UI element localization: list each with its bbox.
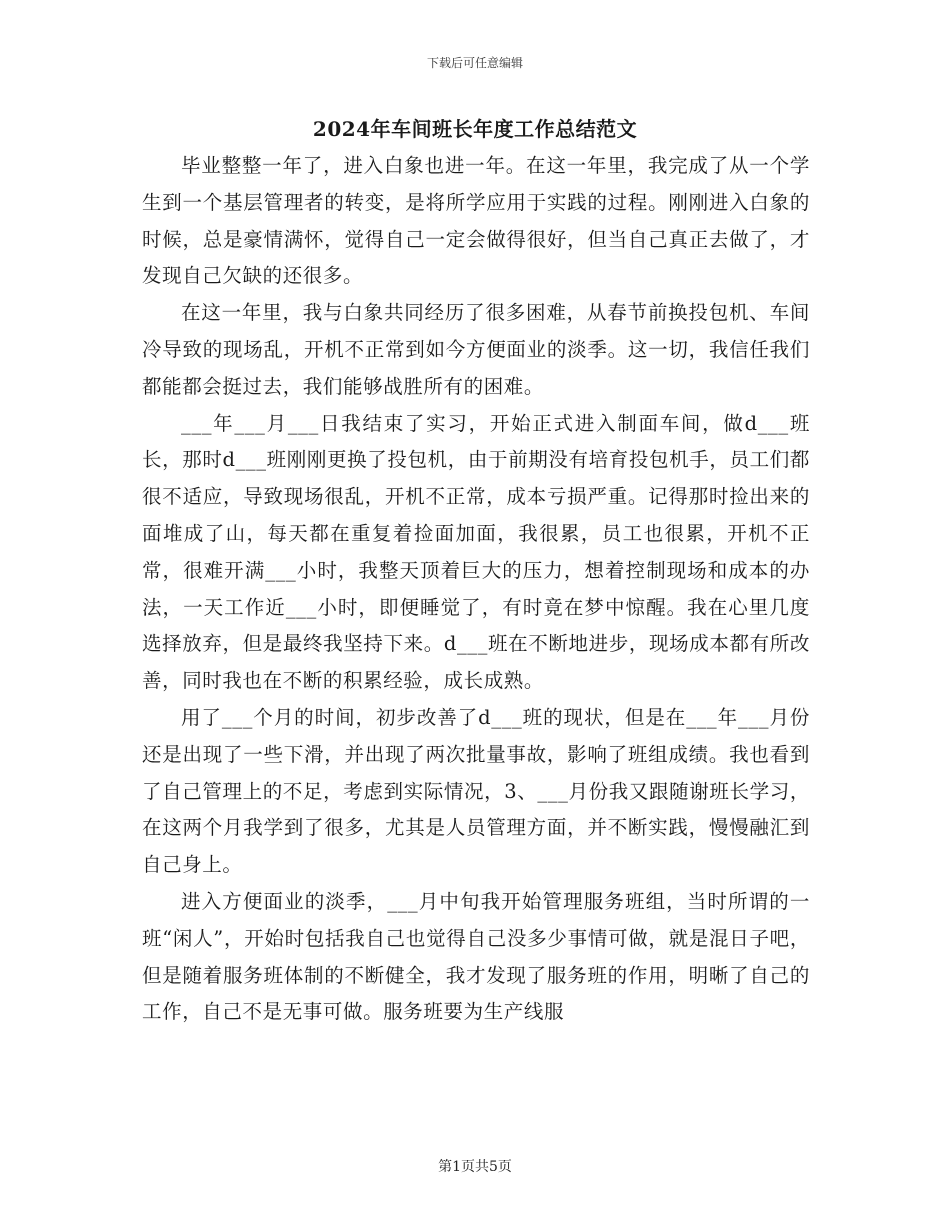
- header-note: 下载后可任意编辑: [426, 56, 523, 70]
- paragraph-3: ___年___月___日我结束了实习，开始正式进入制面车间，做d___班长，那时d___班刚刚更换了投包机，由于前期没有培育投包机手，员工们都很不适应，导致现场很乱，开机不正常，成本亏损严重。记得那时捡出来的面堆成了山，每天都在重复着捡面加面，我很累，员工也很累，开机不正常，很难开满___小时，我整天顶着巨大的压力，想着控制现场和成本的办法，一天工作近___小时，即便睡觉了，有时竟在梦中惊醒。我在心里几度选择放弃，但是最终我坚持下来。d___班在不断地进步，现场成本都有所改善，同时我也在不断的积累经验，成长成熟。: [142, 411, 810, 693]
- page-number: 第1页共5页: [438, 1159, 512, 1175]
- paragraph-4: 用了___个月的时间，初步改善了d___班的现状，但是在___年___月份还是出现了一些下滑，并出现了两次批量事故，影响了班组成绩。我也看到了自己管理上的不足，考虑到实际情况，3、___月份我又跟随谢班长学习，在这两个月我学到了很多，尤其是人员管理方面，并不断实践，慢慢融汇到自己身上。: [142, 705, 810, 877]
- paragraph-1: 毕业整整一年了，进入白象也进一年。在这一年里，我完成了从一个学生到一个基层管理者的转变，是将所学应用于实践的过程。刚刚进入白象的时候，总是豪情满怀，觉得自己一定会做得很好，但当自己真正去做了，才发现自己欠缺的还很多。: [142, 154, 810, 288]
- document-body: [142, 148, 810, 1031]
- paragraph-2: 在这一年里，我与白象共同经历了很多困难，从春节前换投包机、车间冷导致的现场乱，开机不正常到如今方便面业的淡季。这一切，我信任我们都能都会挺过去，我们能够战胜所有的困难。: [142, 301, 810, 398]
- paragraph-5: 进入方便面业的淡季，___月中旬我开始管理服务班组，当时所谓的一班“闲人”，开始时包括我自己也觉得自己没多少事情可做，就是混日子吧，但是随着服务班体制的不断健全，我才发现了服务班的作用，明晰了自己的工作，自己不是无事可做。服务班要为生产线服: [142, 889, 810, 1024]
- document-title: 2024年车间班长年度工作总结范文: [312, 117, 638, 141]
